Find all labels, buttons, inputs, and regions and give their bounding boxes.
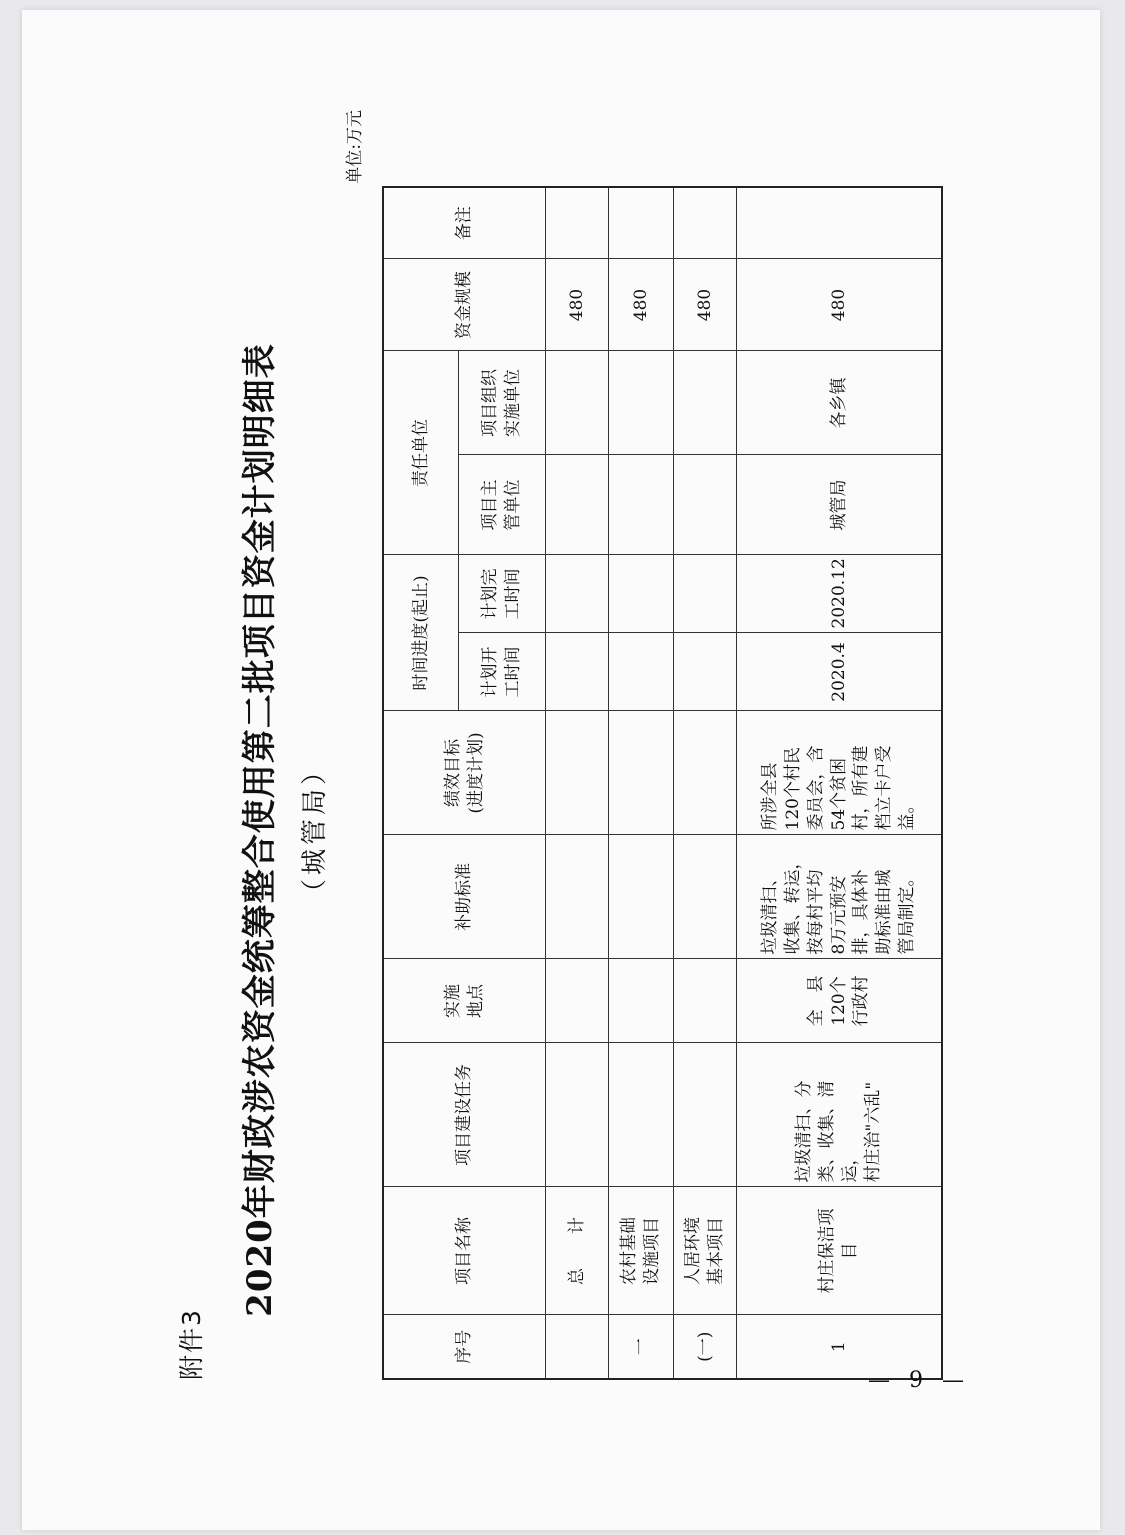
header-row-1 (383, 187, 459, 1379)
cell-remark (674, 187, 737, 259)
cell-subsidy: 垃圾清扫、 收集、转运， 按每村平均 8万元预安 排，具体补 助标准由城 管局制定。 (737, 835, 943, 959)
cell-dept: 城管局 (737, 455, 943, 555)
cell-start (546, 633, 609, 711)
cell-fund: 480 (674, 259, 737, 351)
table-row-subsection (674, 187, 737, 1379)
cell-remark (737, 187, 943, 259)
cell-dept (609, 455, 674, 555)
rotated-page-content (172, 110, 952, 1380)
cell-remark (609, 187, 674, 259)
cell-fund: 480 (546, 259, 609, 351)
cell-task (546, 1043, 609, 1187)
cell-task: 垃圾清扫、分 类、收集、清运， 村庄治"六乱" (737, 1043, 943, 1187)
annex-label: 附件3 (177, 1308, 206, 1380)
header-dept: 项目主 管单位 (459, 455, 546, 555)
header-subsidy: 补助标准 (383, 835, 546, 959)
header-resp-group: 责任单位 (383, 351, 459, 555)
cell-name: 村庄保洁项 目 (737, 1187, 943, 1315)
table-row-section (609, 187, 674, 1379)
cell-name: 农村基础 设施项目 (609, 1187, 674, 1315)
cell-target (609, 711, 674, 835)
cell-seq (546, 1315, 609, 1379)
header-time-group: 时间进度(起止) (383, 555, 459, 711)
header-seq: 序号 (383, 1315, 546, 1379)
cell-seq: (一) (674, 1315, 737, 1379)
header-target: 绩效目标 (进度计划) (383, 711, 546, 835)
cell-org: 各乡镇 (737, 351, 943, 455)
cell-remark (546, 187, 609, 259)
cell-subsidy (546, 835, 609, 959)
header-org: 项目组织 实施单位 (459, 351, 546, 455)
cell-org (609, 351, 674, 455)
fund-plan-table (382, 186, 943, 1380)
cell-start (674, 633, 737, 711)
cell-fund: 480 (737, 259, 943, 351)
cell-target (546, 711, 609, 835)
header-location: 实施 地点 (383, 959, 546, 1043)
cell-target (674, 711, 737, 835)
cell-subsidy (674, 835, 737, 959)
cell-seq: 一 (609, 1315, 674, 1379)
cell-fund: 480 (609, 259, 674, 351)
cell-location (674, 959, 737, 1043)
page-number: — 9 — (868, 1368, 970, 1393)
cell-start (609, 633, 674, 711)
cell-task (674, 1043, 737, 1187)
cell-task (609, 1043, 674, 1187)
table-row-total (546, 187, 609, 1379)
header-start: 计划开 工时间 (459, 633, 546, 711)
header-task: 项目建设任务 (383, 1043, 546, 1187)
cell-end (546, 555, 609, 633)
cell-seq: 1 (737, 1315, 943, 1379)
cell-location (546, 959, 609, 1043)
header-fund: 资金规模 (383, 259, 546, 351)
cell-org (674, 351, 737, 455)
cell-name: 人居环境 基本项目 (674, 1187, 737, 1315)
cell-end (609, 555, 674, 633)
cell-dept (674, 455, 737, 555)
document-subtitle: （城管局） (300, 755, 330, 906)
header-remark: 备注 (383, 187, 546, 259)
cell-location (609, 959, 674, 1043)
cell-org (546, 351, 609, 455)
document-page (22, 10, 1100, 1530)
cell-location: 全 县 120个 行政村 (737, 959, 943, 1043)
document-title: 2020年财政涉农资金统筹整合使用第二批项目资金计划明细表 (240, 343, 280, 1317)
cell-start: 2020.4 (737, 633, 943, 711)
cell-end (674, 555, 737, 633)
unit-label: 单位:万元 (345, 110, 365, 184)
cell-end: 2020.12 (737, 555, 943, 633)
cell-subsidy (609, 835, 674, 959)
header-end: 计划完 工时间 (459, 555, 546, 633)
cell-dept (546, 455, 609, 555)
cell-target: 所涉全县 120个村民 委员会，含 54个贫困 村，所有建 档立卡户受 益。 (737, 711, 943, 835)
table-row-item (737, 187, 943, 1379)
cell-name: 总 计 (546, 1187, 609, 1315)
header-name: 项目名称 (383, 1187, 546, 1315)
